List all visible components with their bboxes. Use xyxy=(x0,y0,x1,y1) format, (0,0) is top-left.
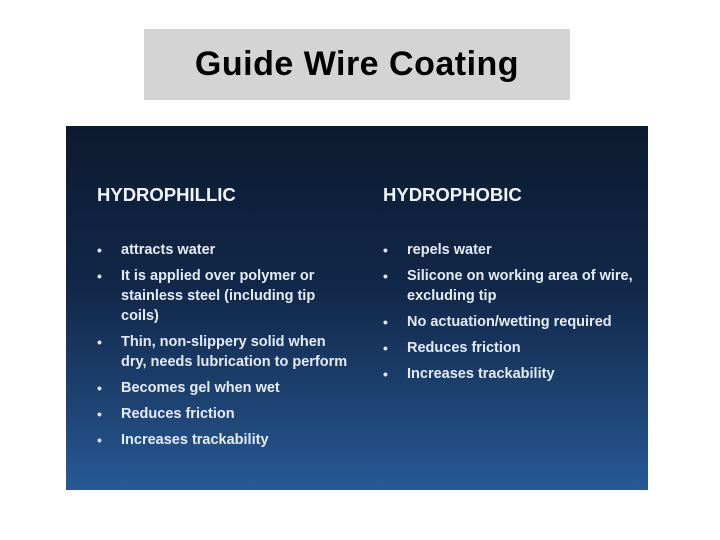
bullet-icon: • xyxy=(97,432,102,448)
list-item-text: It is applied over polymer or stainless steel (including tip coils) xyxy=(121,268,316,324)
bullet-icon: • xyxy=(383,314,388,330)
hydrophilic-list xyxy=(97,240,352,456)
list-item-text: Thin, non-slippery solid when dry, needs lubrication to perform xyxy=(121,334,348,370)
list-item-text: attracts water xyxy=(121,242,216,258)
bullet-icon: • xyxy=(97,406,102,422)
list-item xyxy=(383,338,638,358)
list-item xyxy=(383,312,638,332)
bullet-icon: • xyxy=(383,366,388,382)
title-box xyxy=(144,29,570,100)
list-item-text: Increases trackability xyxy=(407,366,555,382)
list-item xyxy=(97,266,352,326)
list-item xyxy=(97,404,352,424)
hydrophilic-heading: HYDROPHILLIC xyxy=(97,184,236,205)
list-item-text: repels water xyxy=(407,242,492,258)
list-item-text: No actuation/wetting required xyxy=(407,314,612,330)
list-item-text: Silicone on working area of wire, excluding tip xyxy=(407,268,633,304)
list-item xyxy=(97,240,352,260)
bullet-icon: • xyxy=(97,380,102,396)
list-item-text: Reduces friction xyxy=(121,406,235,422)
comparison-panel xyxy=(66,126,648,490)
bullet-icon: • xyxy=(383,340,388,356)
list-item xyxy=(97,332,352,372)
list-item-text: Becomes gel when wet xyxy=(121,380,280,396)
list-item xyxy=(383,240,638,260)
bullet-icon: • xyxy=(383,242,388,258)
hydrophobic-list xyxy=(383,240,638,390)
list-item xyxy=(97,430,352,450)
bullet-icon: • xyxy=(383,268,388,284)
hydrophobic-heading: HYDROPHOBIC xyxy=(383,184,522,205)
bullet-icon: • xyxy=(97,268,102,284)
bullet-icon: • xyxy=(97,242,102,258)
bullet-icon: • xyxy=(97,334,102,350)
list-item-text: Reduces friction xyxy=(407,340,521,356)
list-item xyxy=(383,266,638,306)
list-item xyxy=(383,364,638,384)
list-item xyxy=(97,378,352,398)
slide-title: Guide Wire Coating xyxy=(194,45,520,83)
list-item-text: Increases trackability xyxy=(121,432,269,448)
